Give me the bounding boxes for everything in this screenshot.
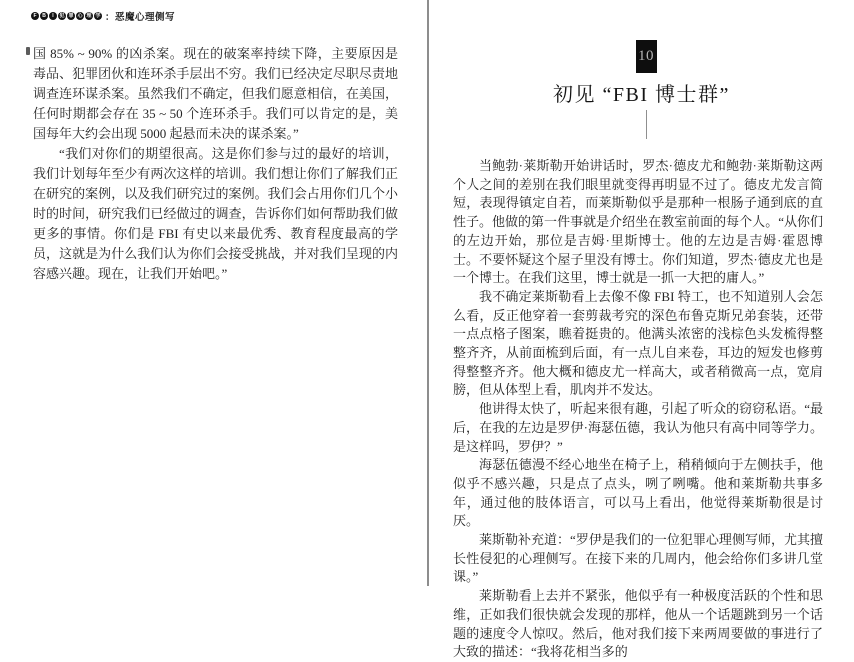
paragraph: 我不确定莱斯勒看上去像不像 FBI 特工，也不知道别人会怎么看，反正他穿着一套剪裁考究的深色布鲁克斯兄弟套装，还带一点点格子图案，瞧着挺贵的。他满头浓密的浅棕色头发梳得整整齐齐，从前面梳到后面，有一点儿自来卷，耳边的短发也修剪得整整齐齐。他大概和德皮尤一样高大，或者稍微高一点，宽肩膀，但从体型上看，肌肉并不发达。 xyxy=(453,288,823,398)
series-badge-icon: I xyxy=(49,12,57,20)
paragraph: 他讲得太快了，听起来很有趣，引起了听众的窃窃私语。“最后，在我的左边是罗伊·海瑟伍德，我认为他只有高中同等学力。是这样吗，罗伊？” xyxy=(453,401,823,454)
series-badge-icon: 理 xyxy=(86,12,92,19)
paragraph: 莱斯勒补充道：“罗伊是我们的一位犯罪心理侧写师，尤其擅长性侵犯的心理侧写。在接下来的几周内，他会给你们多讲几堂课。” xyxy=(453,532,823,585)
paragraph: 当鲍勃·莱斯勒开始讲话时，罗杰·德皮尤和鲍勃·莱斯勒这两个人之间的差别在我们眼里就变得再明显不过了。德皮尤发言简短，表现得镇定自若，而莱斯勒似乎是那种一根肠子通到底的直性子。他做的第一件事就是介绍坐在教室前面的每个人。“从你们的左边开始，那位是吉姆·里斯博士。他的左边是吉姆·霍恩博士。不要怀疑这个屋子里没有博士。你们知道，罗杰·德皮尤也是一个博士。在我们这里，博士就是一抓一大把的庸人。” xyxy=(453,158,823,286)
series-badge-icon: 学 xyxy=(95,12,101,19)
paragraph: 国 85% ~ 90% 的凶杀案。现在的破案率持续下降，主要原因是毒品、犯罪团伙和连环杀手层出不穷。我们已经决定尽职尽责地调查连环谋杀案。虽然我们不确定，但我们愿意相信，在美国，任何时期都会存在 35 ~ 50 个连环杀手。我们可以肯定的是，美国每年大约会出现 5000 起悬而未决的谋杀案。” xyxy=(33,46,398,141)
left-page-body xyxy=(33,44,398,284)
paragraph: 莱斯勒看上去并不紧张，他似乎有一种极度活跃的个性和思维，正如我们很快就会发现的那样，他从一个话题跳到另一个话题的速度令人惊叹。然后，他对我们接下来两周要做的事进行了大致的描述：“我将花相当多的 xyxy=(453,588,823,660)
series-badge-icon: 心 xyxy=(77,12,83,19)
chapter-number-badge: 10 xyxy=(636,40,657,73)
series-badge-icon: 犯 xyxy=(59,12,65,19)
right-page xyxy=(429,0,854,660)
title-rule xyxy=(646,110,648,139)
scan-speck xyxy=(26,47,30,55)
running-head xyxy=(31,9,175,23)
series-badge-icon: 罪 xyxy=(68,12,74,19)
series-badge-icon: B xyxy=(40,12,48,20)
left-page xyxy=(0,0,427,586)
paragraph: 海瑟伍德漫不经心地坐在椅子上，稍稍倾向于左侧扶手，他似乎不感兴趣，只是点了点头，咧了咧嘴。他和莱斯勒共事多年，通过他的肢体语言，可以马上看出，他觉得莱斯勒很是讨厌。 xyxy=(453,457,823,529)
paragraph: “我们对你们的期望很高。这是你们参与过的最好的培训，我们计划每年至少有两次这样的培训。我们想让你们了解我们正在研究的案例，以及我们研究过的案例。我们会占用你们几个小时的时间，研究我们已经做过的调查，告诉你们如何帮助我们做更多的事情。你们是 FBI 有史以来最优秀、教育程度最高的学员，这就是为什么我们认为你们会接受挑战，并对我们呈现的内容感兴趣。现在，让我们开始吧。” xyxy=(33,146,398,281)
right-page-body xyxy=(453,157,823,662)
series-badge-icon: F xyxy=(31,12,39,20)
chapter-title: 初见 “FBI 博士群” xyxy=(553,84,730,106)
running-head-title: ：恶魔心理侧写 xyxy=(105,13,176,23)
